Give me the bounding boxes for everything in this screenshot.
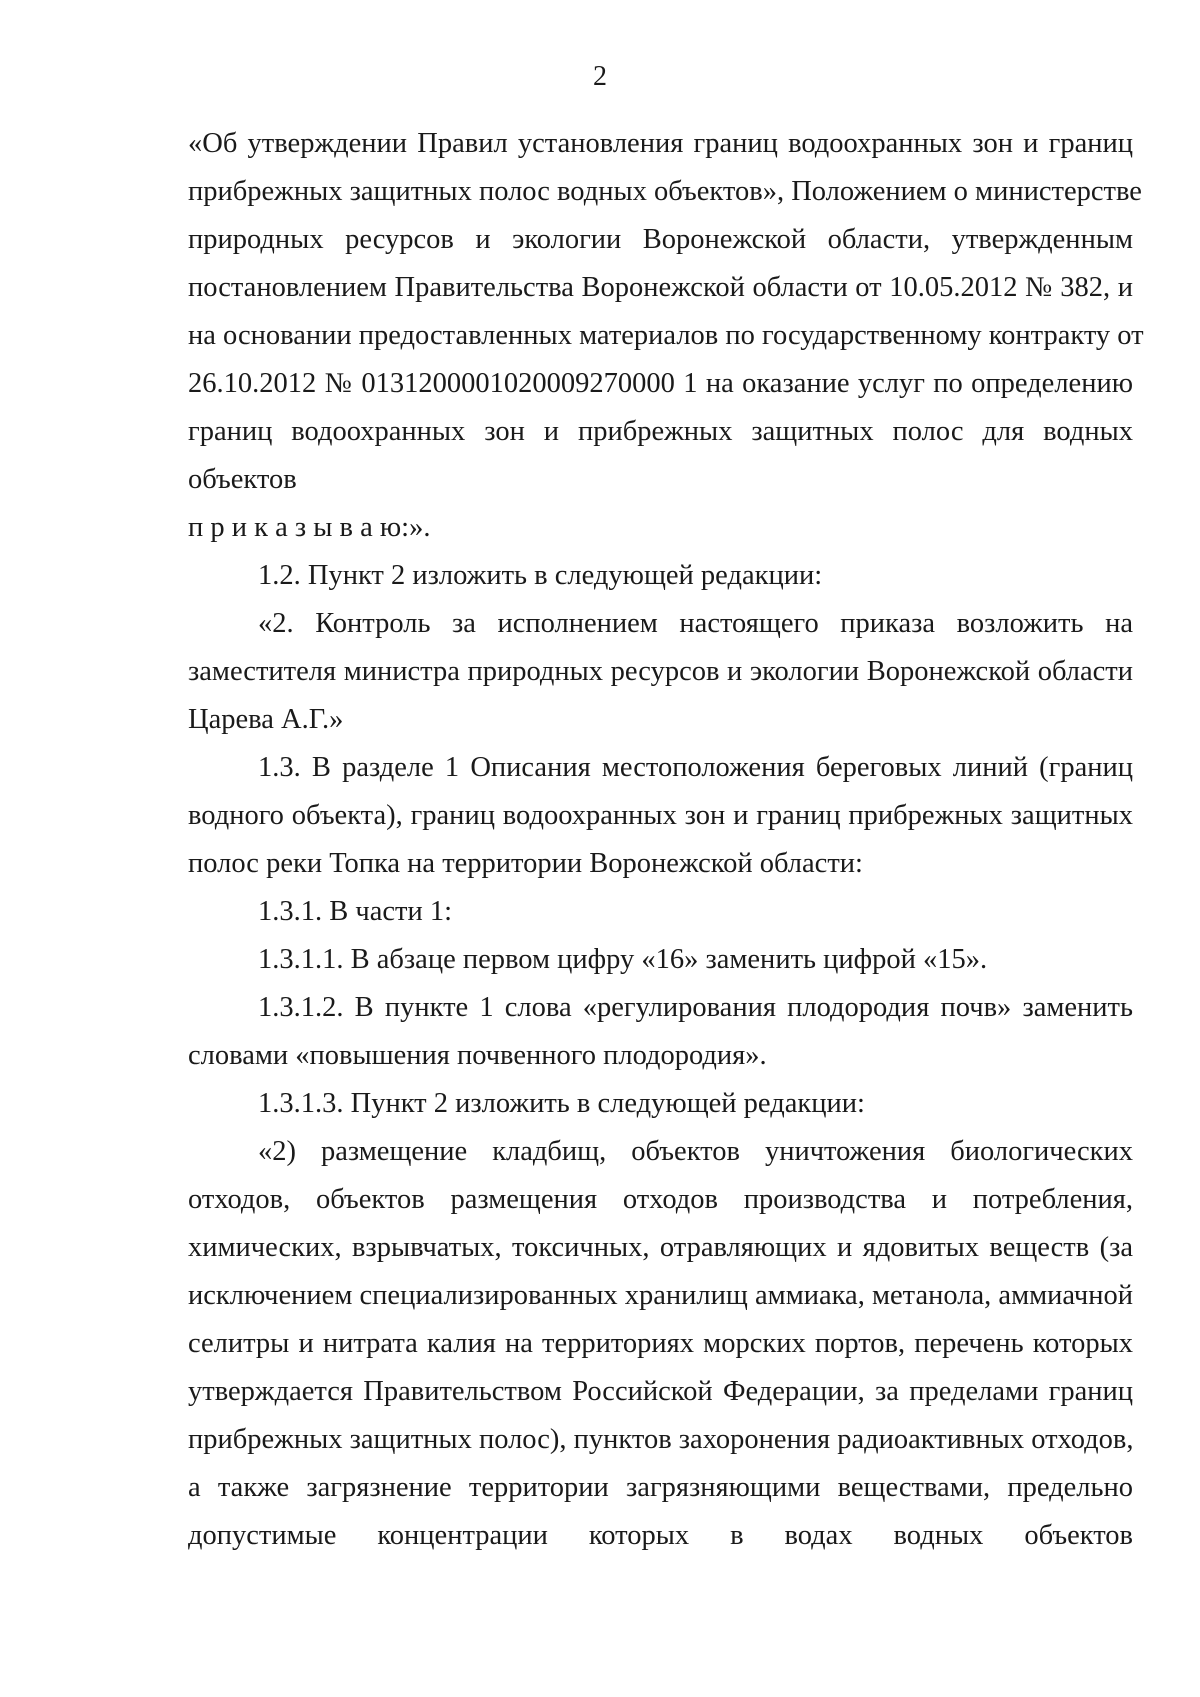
text-line: допустимые концентрации которых в водах водных объектов xyxy=(188,1520,1133,1551)
text-line: водного объекта), границ водоохранных зон и границ прибрежных защитных xyxy=(188,800,1133,831)
text-line: исключением специализированных хранилищ аммиака, метанола, аммиачной xyxy=(188,1280,1133,1311)
text-line: природных ресурсов и экологии Воронежской области, утвержденным xyxy=(188,224,1133,255)
text-line: на основании предоставленных материалов по государственному контракту от xyxy=(188,320,1144,351)
text-line: утверждается Правительством Российской Федерации, за пределами границ xyxy=(188,1376,1133,1407)
document-body xyxy=(188,120,1144,1560)
page-number: 2 xyxy=(593,61,607,92)
text-line: а также загрязнение территории загрязняющими веществами, предельно xyxy=(188,1472,1133,1503)
text-line: 1.3.1.1. В абзаце первом цифру «16» заменить цифрой «15». xyxy=(258,944,988,975)
text-line: границ водоохранных зон и прибрежных защитных полос для водных xyxy=(188,416,1133,447)
text-line: 1.3. В разделе 1 Описания местоположения береговых линий (границ xyxy=(258,752,1133,783)
text-line: 1.2. Пункт 2 изложить в следующей редакции: xyxy=(258,560,823,591)
text-line: постановлением Правительства Воронежской области от 10.05.2012 № 382, и xyxy=(188,272,1133,303)
text-line: 1.3.1. В части 1: xyxy=(258,896,453,927)
text-line: 1.3.1.2. В пункте 1 слова «регулирования плодородия почв» заменить xyxy=(258,992,1133,1023)
text-line: словами «повышения почвенного плодородия». xyxy=(188,1040,767,1071)
text-line: 1.3.1.3. Пункт 2 изложить в следующей редакции: xyxy=(258,1088,865,1119)
text-line: полос реки Топка на территории Воронежской области: xyxy=(188,848,863,879)
text-line: 26.10.2012 № 0131200001020009270000 1 на оказание услуг по определению xyxy=(188,368,1133,399)
text-line: селитры и нитрата калия на территориях морских портов, перечень которых xyxy=(188,1328,1133,1359)
text-line: «2. Контроль за исполнением настоящего приказа возложить на xyxy=(258,608,1133,639)
text-line: «2) размещение кладбищ, объектов уничтожения биологических xyxy=(258,1136,1133,1167)
text-line: объектов xyxy=(188,464,297,495)
text-line: прибрежных защитных полос), пунктов захоронения радиоактивных отходов, xyxy=(188,1424,1134,1455)
text-line: п р и к а з ы в а ю:». xyxy=(188,512,431,543)
text-line: прибрежных защитных полос водных объектов», Положением о министерстве xyxy=(188,176,1142,207)
text-line: химических, взрывчатых, токсичных, отравляющих и ядовитых веществ (за xyxy=(188,1232,1133,1263)
text-line: «Об утверждении Правил установления границ водоохранных зон и границ xyxy=(188,128,1133,159)
text-line: Царева А.Г.» xyxy=(188,704,344,735)
text-line: отходов, объектов размещения отходов производства и потребления, xyxy=(188,1184,1133,1215)
text-line: заместителя министра природных ресурсов и экологии Воронежской области xyxy=(188,656,1133,687)
